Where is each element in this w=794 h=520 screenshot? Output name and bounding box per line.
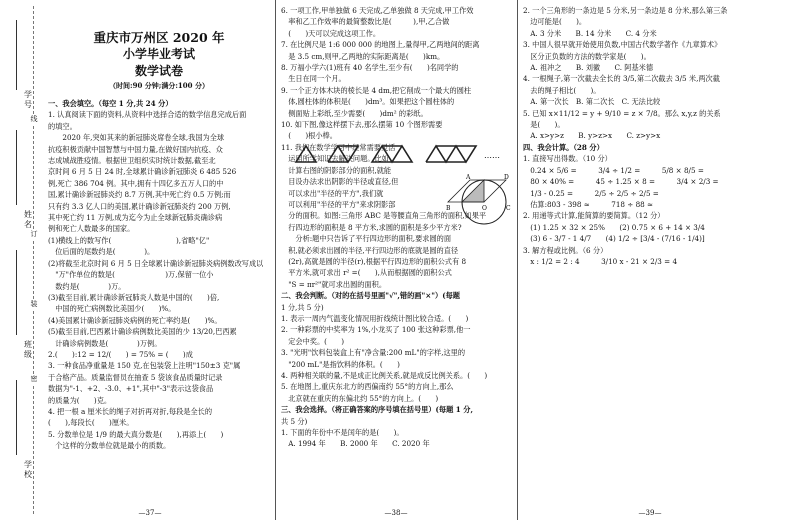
text-line: 5. 分数单位是 1/9 的最大真分数是( ),再添上( ) — [48, 429, 224, 439]
text-line: 去的绳子相比( )。 — [523, 85, 601, 95]
circle-parallelogram-figure — [446, 172, 512, 234]
question-list — [523, 5, 789, 267]
text-line: (1)横线上的数写作( ),省略"亿" — [48, 235, 210, 245]
text-line: 于合格产品。质量监督员在抽查 5 袋该食品质量时记录 — [48, 372, 223, 382]
text-line: 计算右图的阴影部分的面积,就能 — [281, 165, 392, 175]
text-line: (1) 1.25 × 32 × 25% (2) 0.75 × 6 + 14 × 3/4 — [523, 222, 705, 232]
text-line: A. 祖冲之 B. 刘徽 C. 阿基米德 — [523, 63, 654, 73]
text-line: 区分正负数的方法的数学家是( )。 — [523, 51, 651, 61]
text-line: 5. 已知 x×11/12 = y + 9/10 = z × 7/8。那么 x,y,z 的关系 — [523, 108, 721, 118]
exam-title: 重庆市万州区 2020 年 — [93, 30, 225, 45]
text-line: 运用所学知识去解决问题。比如 — [281, 154, 389, 164]
text-line: 侧面贴上彩纸,至少需要( )dm² 的彩纸。 — [281, 108, 428, 118]
text-line: 10. 如下图,像这样摆下去,那么摆第 10 个图形需要 — [281, 120, 443, 130]
text-line: 1. 认真阅读下面的资料,从资料中选择合适的数学信息完成后面 — [48, 110, 247, 120]
binding-strip — [0, 0, 44, 520]
text-line: 四、我会计算。（28 分） — [523, 142, 604, 152]
student-id-label: 学号 — [24, 90, 32, 109]
text-line: "万"作单位的数是( )万,保留一位小 — [48, 270, 214, 280]
text-line: 可以利用"半径的平方"来求阴影部 — [281, 199, 396, 209]
text-line: A. 1994 年 B. 2000 年 C. 2020 年 — [281, 439, 430, 449]
svg-text:A: A — [466, 174, 471, 181]
text-line: 共 5 分) — [281, 416, 308, 426]
text-line: 4. 把一根 a 厘米长的绳子对折再对折,每段是全长的 — [48, 406, 213, 416]
text-line: 计确诊病例数是( )万例。 — [48, 338, 162, 348]
text-line: 1/3 - 0.25 = 2/5 ÷ 2/5 ÷ 2/5 = — [523, 188, 659, 198]
text-line: 二、我会判断。（对的在括号里画"√",错的画"×"）(每题 — [281, 291, 460, 301]
text-line: 8. 万福小学六(1)班有 40 名学生,至少有( )名同学的 — [281, 63, 459, 73]
text-line: "S = πr²"就可求出圆的面积。 — [281, 279, 387, 289]
text-line: 是( )。 — [523, 120, 565, 130]
school-label: 学校 — [24, 460, 32, 479]
text-line: 6. 一项工作,甲单独做 6 天完成,乙单独做 8 天完成,甲工作效 — [281, 6, 474, 15]
text-line: 3. 中国人很早就开始使用负数,中国古代数学著作《九章算术》 — [523, 40, 722, 50]
text-line: 生日在同一个月。 — [281, 74, 346, 84]
text-line: (3) 6 - 3/7 - 1 4/7 (4) 1/2 ÷ [3/4 - (7/16 - 1/4)] — [523, 234, 705, 244]
page-37 — [48, 0, 270, 452]
text-line: A. x>y>z B. y>z>x C. z>y>x — [523, 131, 661, 141]
text-line: ( )天可以完成这项工作。 — [281, 28, 381, 38]
text-line: "200 mL"是指饮料的体积。( ) — [281, 359, 400, 369]
field-line — [16, 250, 17, 335]
text-line: 3. 一种食品净重量是 150 克,在包装袋上注明"150±3 克"属 — [48, 361, 241, 371]
column-divider — [275, 0, 276, 520]
text-line: 2.( ):12 = 12/( ) = 75% = ( )成 — [48, 349, 193, 359]
text-line: 1 分,共 5 分) — [281, 302, 324, 312]
text-line: x : 1/2 = 2 : 4 3/10 x - 21 × 2/3 = 4 — [523, 256, 678, 266]
text-line: A. 3 分米 B. 14 分米 C. 4 分米 — [523, 28, 657, 38]
text-line: 行四边形的面积是 8 平方米,求圆的面积是多少平方米? — [281, 222, 462, 232]
point-b-label: B — [446, 205, 451, 212]
svg-text:C: C — [506, 205, 511, 212]
triangle-pattern-figure — [292, 142, 502, 166]
text-line: 例,死亡 386 704 例。其中,拥有十四亿多五万人口的中 — [48, 178, 224, 188]
text-line: 例和死亡人数最多的国家。 — [48, 224, 135, 234]
text-line: 是 3.5 cm,则甲,乙两地的实际距离是( )km。 — [281, 51, 445, 61]
class-label: 班级 — [24, 340, 32, 359]
field-line — [16, 20, 17, 90]
text-line: 0.24 × 5/6 = 3/4 ÷ 1/2 = 5/8 × 8/5 = — [523, 165, 704, 175]
text-line: 目设办法求出阴影的半径或直径,但 — [281, 177, 399, 187]
text-line: 边可能是( )。 — [523, 17, 587, 27]
text-line: 体,圆柱体的体积是( )dm³。如果把这个圆柱体的 — [281, 97, 455, 107]
text-line: 只有约 3.3 亿人口的美国,累计确诊新冠肺炎约 200 万例, — [48, 201, 231, 211]
text-line: 5. 在地图上,重庆东北方的西偏南约 55°的方向上,那么 — [281, 382, 454, 392]
text-line: 积,就必须求出圆的半径,平行四边形的底就是圆的直径 — [281, 245, 459, 255]
text-line: 11. 我们在数学学习中经常需要灵活 — [281, 142, 396, 152]
column-divider — [517, 0, 518, 520]
line-mark: 线 — [30, 115, 38, 123]
text-line: 分析:题中只告诉了平行四边形的面积,要求圆的面 — [281, 234, 452, 244]
text-line: 其中死亡约 11 万例,成为迄今为止全球新冠肺炎确诊病 — [48, 213, 223, 223]
name-label: 姓名 — [24, 210, 32, 229]
text-line: 率和乙工作效率的最简整数比是( ),甲,乙合做 — [281, 17, 450, 27]
page-number: —38— — [384, 509, 408, 517]
text-line: 2. 一种彩票的中奖率为 1%,小龙买了 100 张这种彩票,他一 — [281, 325, 471, 335]
text-line: 三、我会选择。（将正确答案的序号填在括号里）(每题 1 分, — [281, 405, 473, 415]
text-line: 志成城战胜疫情。根据世卫组织实时统计数据,截至北 — [48, 156, 216, 166]
text-line: 2. 用递等式计算,能简算的要简算。（12 分） — [523, 211, 665, 221]
svg-text:O: O — [482, 205, 487, 212]
text-line: 80 × 40% = 45 ÷ 1.25 × 8 = 3/4 × 2/3 = — [523, 177, 719, 187]
text-line: 数据为"-1、+2、-3.0、+1",其中"-3"表示这袋食品 — [48, 384, 214, 394]
text-line: 定会中奖。( ) — [281, 336, 345, 346]
page-39 — [523, 0, 789, 267]
text-line: 估算:803 - 398 ≈ 718 ÷ 88 ≈ — [523, 199, 654, 209]
text-line: 平方米,就可求出 r² =( ),从而根据圆的面积公式 — [281, 268, 452, 278]
text-line: 国,累计确诊新冠肺炎约 8.7 万例,其中死亡约 0.5 万例;而 — [48, 190, 231, 200]
text-line: 分的面积。如图:三角形 ABC 是等腰直角三角形的面积,如果平 — [281, 211, 487, 221]
text-line: (5)截至目前,巴西累计确诊病例数比美国的少 13/20,巴西累 — [48, 327, 237, 337]
exam-name: 数学试卷 — [134, 64, 183, 78]
text-line: (2r),高就是圆的半径(r),根据平行四边形的面积公式有 8 — [281, 256, 467, 266]
text-line: 3. 解方程或比例。（6 分） — [523, 245, 608, 255]
page-number: —39— — [638, 509, 662, 517]
text-line: 4. 两种相关联的量,不是成正比例关系,就是成反比例关系。( ) — [281, 371, 488, 380]
bind-mark: 订 — [30, 230, 38, 238]
text-line: 7. 在比例尺是 1:6 000 000 的地图上,量得甲,乙两地间的距离 — [281, 40, 480, 50]
text-line: 位后面的尾数约是( )。 — [48, 247, 155, 257]
text-line: (3)截至目前,累计确诊新冠肺炎人数是中国的( )倍, — [48, 292, 220, 302]
text-line: 1. 直接写出得数。（10 分） — [523, 154, 612, 164]
field-line — [16, 380, 17, 455]
text-line: 的填空。 — [48, 121, 77, 131]
field-line — [16, 130, 17, 205]
text-line: 4. 一根绳子,第一次截去全长的 3/5,第二次截去 3/5 米,两次截 — [523, 74, 720, 84]
svg-text:……: …… — [484, 151, 500, 160]
text-line: 一、我会填空。（每空 1 分,共 24 分） — [48, 99, 173, 108]
seal-mark: 密 — [30, 375, 38, 383]
text-line: ( ),每段长( )厘米。 — [48, 418, 134, 428]
cut-line — [33, 6, 34, 514]
text-line: 京时间 6 月 5 日 24 时,全球累计确诊新冠肺炎 6 485 526 — [48, 167, 237, 177]
text-line: 北京就在重庆的东偏北约 55°的方向上。( ) — [281, 393, 439, 403]
text-line: 1. 表示一周内气温变化情况用折线统计图比较合适。( ) — [281, 313, 469, 323]
text-line: 2. 一个三角形的一条边是 5 分米,另一条边是 8 分米,那么第三条 — [523, 6, 728, 15]
text-line: 个这样的分数单位就是最小的质数。 — [48, 441, 171, 451]
text-line: 2020 年,突如其来的新冠肺炎席卷全球,我国为全球 — [48, 133, 225, 143]
exam-subtitle: 小学毕业考试 — [122, 47, 195, 61]
text-line: (4)美国累计确诊新冠肺炎病例的死亡率约是( )%。 — [48, 315, 222, 325]
text-line: 抗疫积极贡献中国智慧与中国力量,在做好国内抗疫、众 — [48, 144, 223, 154]
exam-time: （时间:90 分钟;满分:100 分） — [109, 81, 209, 90]
text-line: 的质量为( )克。 — [48, 395, 112, 405]
text-line: ( )根小棒。 — [281, 131, 337, 141]
text-line: 数约是( )万。 — [48, 281, 126, 291]
text-line: 可以求出"半径的平方",我们就 — [281, 188, 384, 198]
text-line: 3. "光明"饮料包装盒上有"净含量:200 mL"的字样,这里的 — [281, 348, 466, 358]
install-mark: 装 — [30, 300, 38, 308]
text-line: A. 第一次长 B. 第二次长 C. 无法比较 — [523, 97, 661, 107]
svg-text:D: D — [504, 174, 509, 181]
page-number: —37— — [138, 509, 162, 517]
text-line: (2)将截至北京时间 6 月 5 日全球累计确诊新冠肺炎病例数改写成以 — [48, 258, 264, 268]
text-line: 9. 一个正方体木块的棱长是 4 dm,把它削成一个最大的圆柱 — [281, 85, 472, 95]
text-line: 中国的死亡病例数比美国少( )%。 — [48, 304, 176, 314]
question-list — [48, 98, 270, 452]
text-line: 1. 下面的年份中不是闰年的是( )。 — [281, 428, 404, 438]
